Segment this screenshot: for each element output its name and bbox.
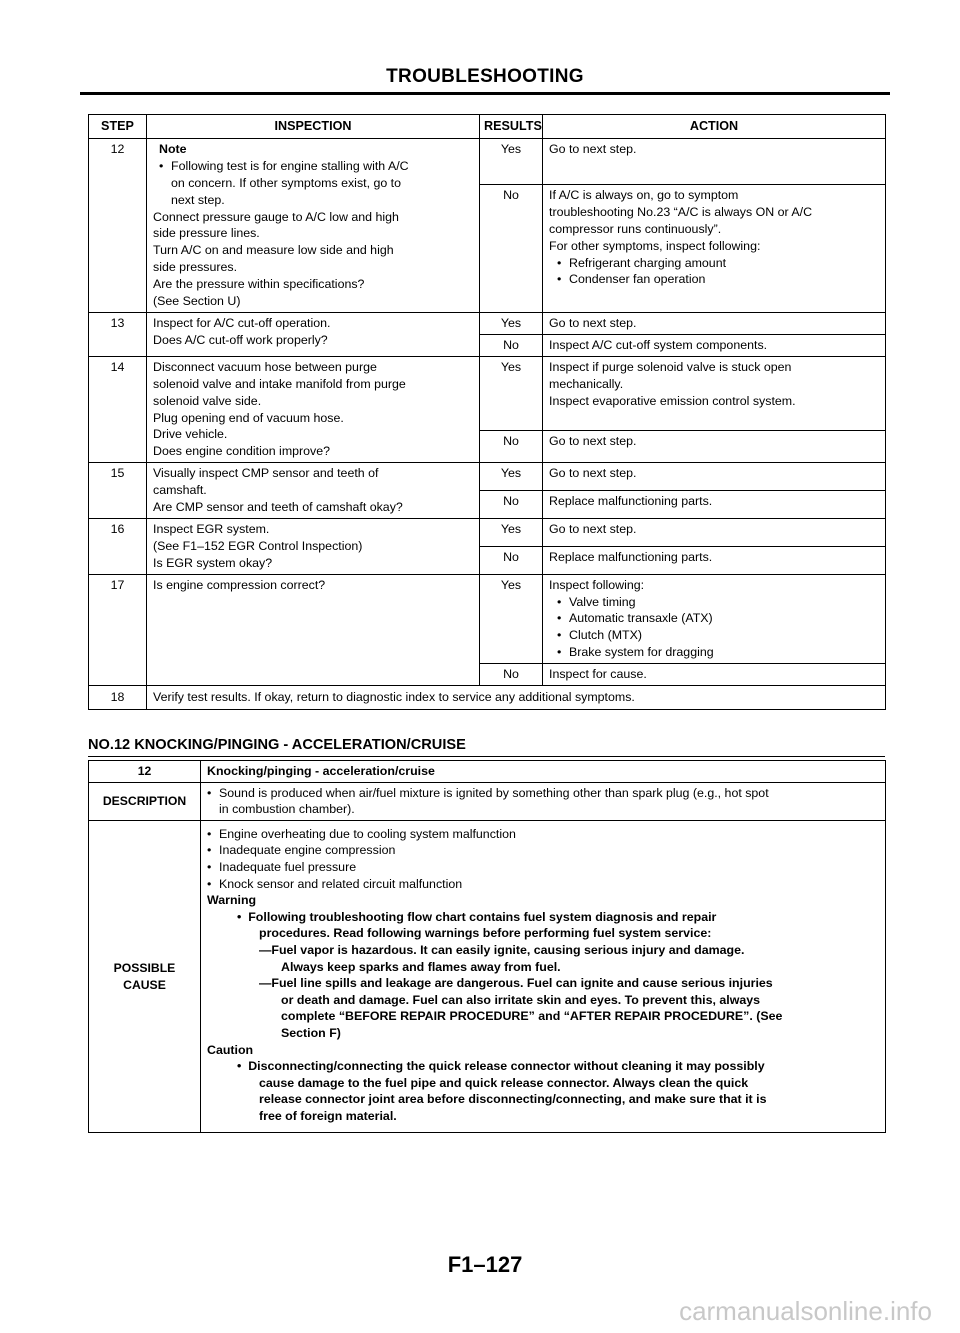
step-number: 18 (89, 686, 147, 710)
inspection-cell (147, 518, 480, 574)
action-cell (543, 356, 886, 430)
inspection-text: Does A/C cut-off work properly? (153, 332, 328, 347)
inspection-cell (147, 312, 480, 356)
action-cell: Go to next step. (543, 138, 886, 184)
note-text: next step. (171, 192, 225, 207)
action-cell: Go to next step. (543, 312, 886, 334)
table-row (89, 820, 886, 1133)
inspection-text: side pressures. (153, 260, 238, 275)
action-cell (543, 184, 886, 312)
result-no: No (480, 546, 543, 574)
warning-line: or death and damage. Fuel can also irritate skin and eyes. To prevent this, always (281, 992, 761, 1007)
warning-text: Following troubleshooting flow chart contains fuel system diagnosis and repair (248, 909, 717, 924)
action-list (549, 594, 879, 662)
possible-cause-cell (201, 820, 886, 1133)
action-list (549, 255, 879, 289)
step-number: 13 (89, 312, 147, 356)
action-cell: Go to next step. (543, 518, 886, 546)
action-cell: Go to next step. (543, 430, 886, 462)
list-item: • Following test is for engine stalling with A/C (159, 158, 473, 175)
header-results: RESULTS (480, 115, 543, 139)
inspection-cell: Verify test results. If okay, return to diagnostic index to service any additional symptoms. (147, 686, 886, 710)
label-text: POSSIBLE (113, 961, 176, 976)
note-title: Note (159, 141, 187, 156)
step-number: 16 (89, 518, 147, 574)
inspection-text: Plug opening end of vacuum hose. (153, 410, 344, 425)
symptom-number: 12 (89, 761, 201, 783)
inspection-text: Inspect EGR system. (153, 521, 270, 536)
result-no: No (480, 184, 543, 312)
section-title: NO.12 KNOCKING/PINGING - ACCELERATION/CRUISE (88, 737, 466, 753)
list-item: • Clutch (MTX) (557, 627, 879, 644)
inspection-cell (147, 463, 480, 519)
caution-line: free of foreign material. (259, 1108, 397, 1123)
table-row (89, 356, 886, 430)
list-item: • Automatic transaxle (ATX) (557, 610, 879, 627)
table-row (89, 463, 886, 491)
result-yes: Yes (480, 574, 543, 664)
inspection-text: Visually inspect CMP sensor and teeth of (153, 466, 379, 481)
result-no: No (480, 491, 543, 519)
result-no: No (480, 430, 543, 462)
table-row (89, 686, 886, 710)
note-text: on concern. If other symptoms exist, go to (171, 175, 402, 190)
action-text: Inspect following: (549, 577, 645, 592)
possible-cause-label (89, 820, 201, 1133)
step-number: 12 (89, 138, 147, 312)
warning-line: procedures. Read following warnings before performing fuel system service: (259, 926, 712, 941)
description-text: in combustion chamber). (219, 802, 355, 817)
header-step: STEP (89, 115, 147, 139)
header-action: ACTION (543, 115, 886, 139)
label-text: CAUSE (123, 977, 166, 992)
result-no: No (480, 334, 543, 356)
action-cell: Replace malfunctioning parts. (543, 491, 886, 519)
list-item: • Sound is produced when air/fuel mixture is ignited by something other than spark plug (e.g., hot spot (207, 785, 879, 802)
warning-line: complete “BEFORE REPAIR PROCEDURE” and “AFTER REPAIR PROCEDURE”. (See (281, 1009, 783, 1024)
action-cell: Inspect A/C cut-off system components. (543, 334, 886, 356)
inspection-text: solenoid valve and intake manifold from purge (153, 376, 406, 391)
inspection-text: Does engine condition improve? (153, 444, 331, 459)
inspection-cell (147, 356, 480, 462)
caution-line: • Disconnecting/connecting the quick release connector without cleaning it may possibly (237, 1059, 765, 1074)
list-item: • Knock sensor and related circuit malfunction (207, 876, 879, 893)
result-no: No (480, 664, 543, 686)
description-list (207, 785, 879, 802)
list-item: • Brake system for dragging (557, 644, 879, 661)
result-yes: Yes (480, 463, 543, 491)
header-inspection: INSPECTION (147, 115, 480, 139)
troubleshooting-table (88, 114, 886, 710)
action-text: For other symptoms, inspect following: (549, 238, 761, 253)
action-cell: Go to next step. (543, 463, 886, 491)
action-text: troubleshooting No.23 “A/C is always ON or A/C (549, 204, 813, 219)
table-row (89, 761, 886, 783)
action-cell: Replace malfunctioning parts. (543, 546, 886, 574)
inspection-text: Is EGR system okay? (153, 555, 273, 570)
caution-title: Caution (207, 1042, 254, 1057)
inspection-text: side pressure lines. (153, 226, 260, 241)
description-cell (201, 782, 886, 820)
table-row (89, 574, 886, 664)
inspection-text: (See F1–152 EGR Control Inspection) (153, 538, 363, 553)
result-yes: Yes (480, 518, 543, 546)
caution-text: Disconnecting/connecting the quick release connector without cleaning it may possibly (248, 1059, 765, 1074)
caution-line: cause damage to the fuel pipe and quick release connector. Always clean the quick (259, 1075, 749, 1090)
list-item: • Valve timing (557, 594, 879, 611)
warning-title: Warning (207, 893, 257, 908)
inspection-text: Are CMP sensor and teeth of camshaft okay? (153, 500, 403, 515)
action-text: Inspect if purge solenoid valve is stuck open (549, 359, 792, 374)
list-item: • Inadequate engine compression (207, 842, 879, 859)
warning-line: —Fuel line spills and leakage are dangerous. Fuel can ignite and cause serious injuries (259, 976, 773, 991)
result-yes: Yes (480, 356, 543, 430)
description-label: DESCRIPTION (89, 782, 201, 820)
warning-line: Section F) (281, 1025, 341, 1040)
page-title: TROUBLESHOOTING (386, 66, 584, 87)
warning-line: • Following troubleshooting flow chart contains fuel system diagnosis and repair (237, 909, 717, 924)
action-text: compressor runs continuously”. (549, 221, 722, 236)
inspection-text: Are the pressure within specifications? (153, 277, 365, 292)
inspection-text: solenoid valve side. (153, 393, 262, 408)
symptom-table (88, 760, 886, 1133)
cause-list (207, 826, 879, 892)
inspection-text: camshaft. (153, 483, 207, 498)
list-item: • Refrigerant charging amount (557, 255, 879, 272)
symptom-name: Knocking/pinging - acceleration/cruise (201, 761, 886, 783)
warning-line: Always keep sparks and flames away from fuel. (281, 959, 561, 974)
table-row (89, 312, 886, 334)
warning-line: —Fuel vapor is hazardous. It can easily ignite, causing serious injury and damage. (259, 942, 745, 957)
action-text: If A/C is always on, go to symptom (549, 187, 739, 202)
list-item: • Condenser fan operation (557, 271, 879, 288)
table-row (89, 518, 886, 546)
list-item: • Engine overheating due to cooling system malfunction (207, 826, 879, 843)
action-cell (543, 574, 886, 664)
page-number: F1–127 (447, 1252, 523, 1277)
watermark: carmanualsonline.info (679, 1296, 932, 1326)
table-row (89, 782, 886, 820)
table-row (89, 138, 886, 184)
inspection-cell (147, 138, 480, 312)
inspection-text: Drive vehicle. (153, 427, 228, 442)
action-text: mechanically. (549, 376, 624, 391)
result-yes: Yes (480, 312, 543, 334)
step-number: 15 (89, 463, 147, 519)
warning-block (207, 892, 879, 1124)
action-cell: Inspect for cause. (543, 664, 886, 686)
note-list (153, 158, 473, 175)
list-item: • Inadequate fuel pressure (207, 859, 879, 876)
inspection-text: Turn A/C on and measure low side and high (153, 243, 394, 258)
title-rule (80, 92, 890, 95)
inspection-text: Inspect for A/C cut-off operation. (153, 315, 331, 330)
step-number: 17 (89, 574, 147, 685)
result-yes: Yes (480, 138, 543, 184)
inspection-text: Connect pressure gauge to A/C low and high (153, 209, 399, 224)
inspection-cell: Is engine compression correct? (147, 574, 480, 685)
action-text: Inspect evaporative emission control system. (549, 393, 796, 408)
caution-line: release connector joint area before disconnecting/connecting, and make sure that it is (259, 1092, 767, 1107)
inspection-text: Disconnect vacuum hose between purge (153, 359, 377, 374)
section-rule (88, 756, 885, 757)
inspection-text: (See Section U) (153, 294, 241, 309)
step-number: 14 (89, 356, 147, 462)
table-header-row (89, 115, 886, 139)
